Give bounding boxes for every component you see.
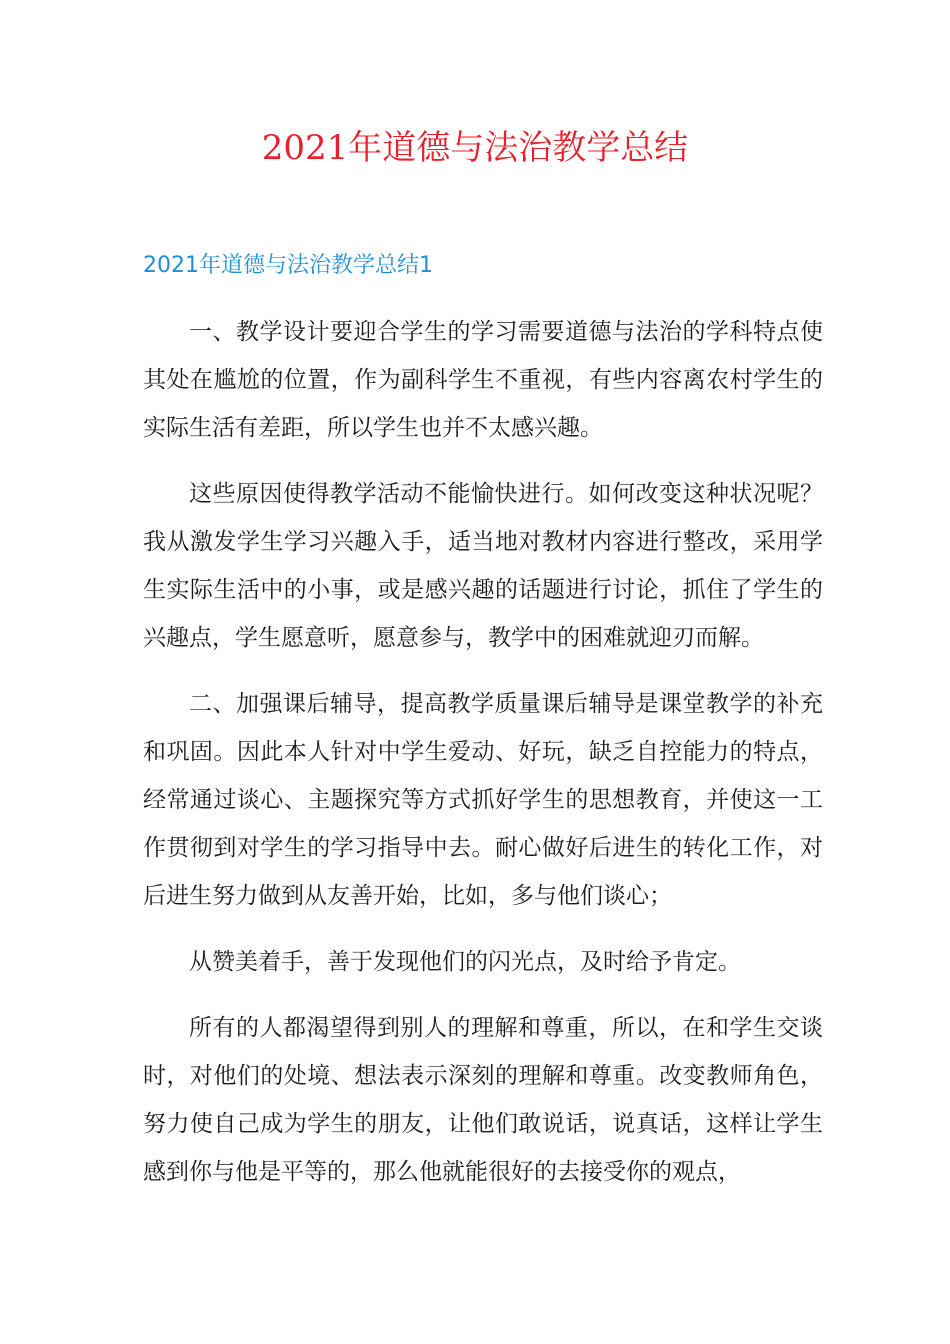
- paragraph: 二、加强课后辅导，提高教学质量课后辅导是课堂教学的补充和巩固。因此本人针对中学生爱动、好玩，缺乏自控能力的特点，经常通过谈心、主题探究等方式抓好学生的思想教育，并使这一工作贯彻到对学生的学习指导中去。耐心做好后进生的转化工作，对后进生努力做到从友善开始，比如，多与他们谈心；: [143, 691, 823, 909]
- paragraph: 从赞美着手，善于发现他们的闪光点，及时给予肯定。: [189, 949, 741, 975]
- document-body: [143, 308, 823, 1214]
- paragraph: 一、教学设计要迎合学生的学习需要道德与法治的学科特点使其处在尴尬的位置，作为副科学生不重视，有些内容离农村学生的实际生活有差距，所以学生也并不太感兴趣。: [143, 319, 823, 441]
- section-heading: 2021年道德与法治教学总结1: [143, 253, 433, 278]
- paragraph: 所有的人都渴望得到别人的理解和尊重，所以，在和学生交谈时，对他们的处境、想法表示深刻的理解和尊重。改变教师角色，努力使自己成为学生的朋友，让他们敢说话，说真话，这样让学生感到你与他是平等的，那么他就能很好的去接受你的观点，: [143, 1015, 823, 1185]
- paragraph: 这些原因使得教学活动不能愉快进行。如何改变这种状况呢？我从激发学生学习兴趣入手，适当地对教材内容进行整改，采用学生实际生活中的小事，或是感兴趣的话题进行讨论，抓住了学生的兴趣点，学生愿意听，愿意参与，教学中的困难就迎刃而解。: [143, 481, 823, 651]
- document-title: 2021年道德与法治教学总结: [261, 128, 689, 168]
